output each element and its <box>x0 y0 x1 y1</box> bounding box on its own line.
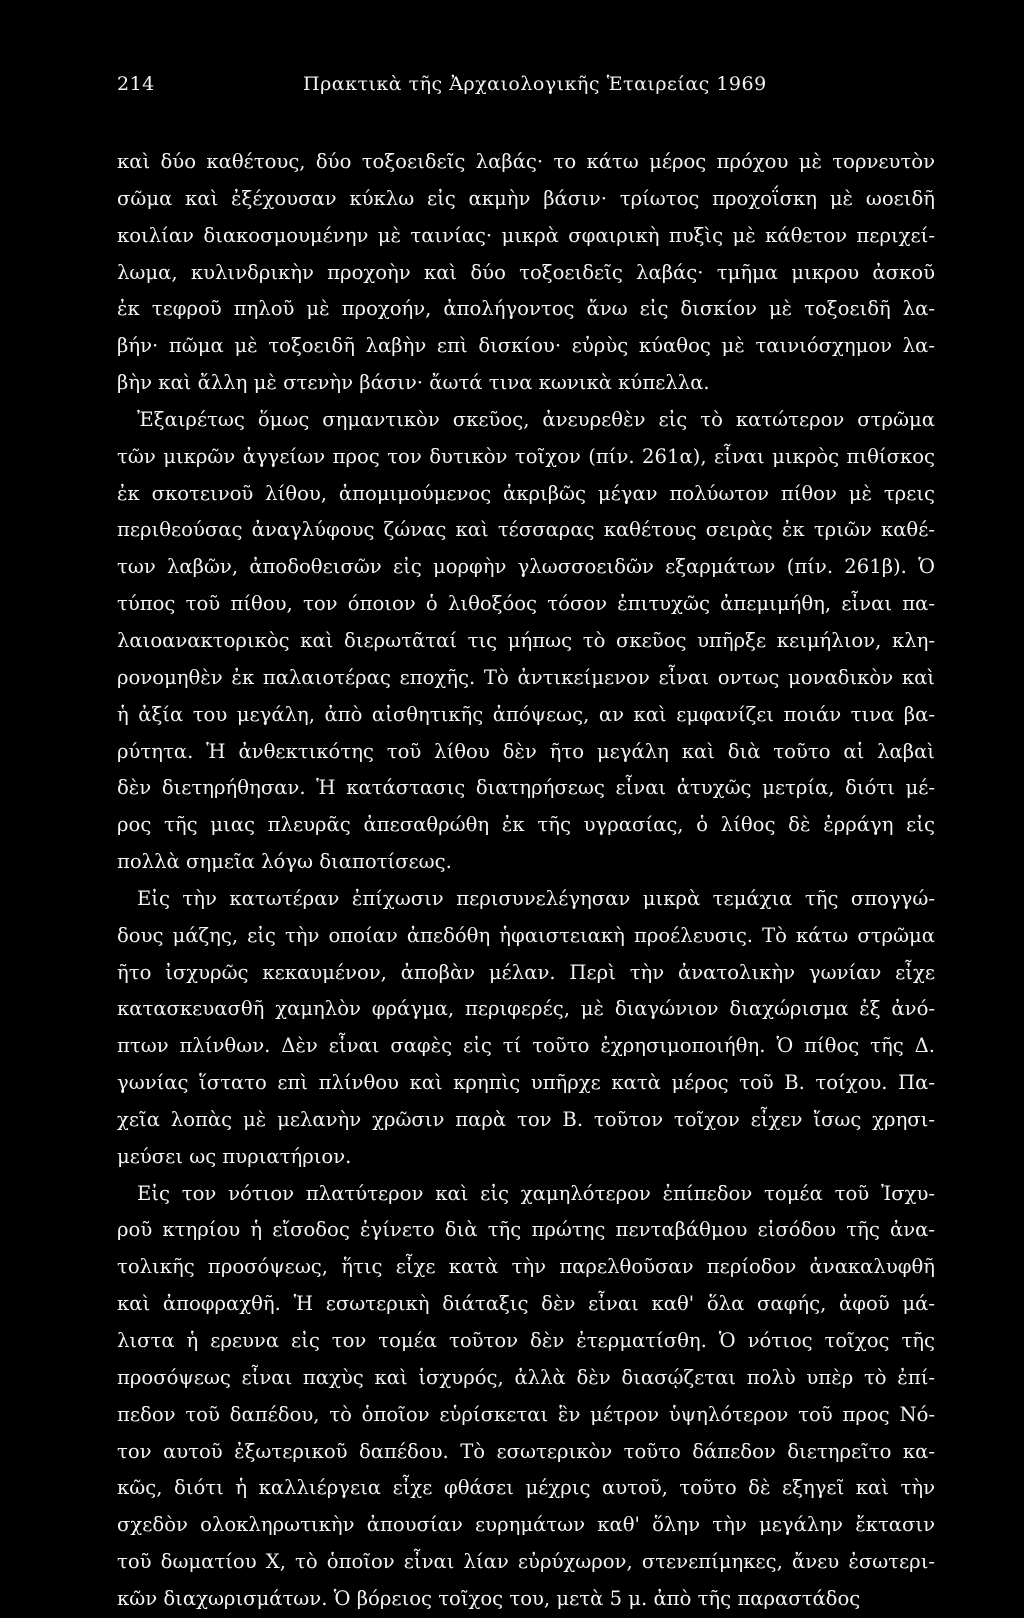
text-line: ἐκ σκοτεινοῦ λίθου, ἀπομιμούμενος ἀκριβῶς μέγαν πολύωτον πίθον μὲ τρεις <box>117 481 935 505</box>
text-line: κῶς, διότι ἡ καλλιέργεια εἶχε φθάσει μέχρις αυτοῦ, τοῦτο δὲ εξηγεῖ καὶ τὴν <box>117 1476 935 1500</box>
text-line: μεύσει ως πυριατήριον. <box>117 1144 352 1168</box>
text-line: βήν· πῶμα μὲ τοξοειδῆ λαβὴν επὶ δισκίου· εὐρὺς κύαθος μὲ ταινιόσχημον λα- <box>117 334 935 358</box>
text-line: λαιοανακτορικὸς καὶ διερωτᾶταί τις μήπως τὸ σκεῦος υπῆρξε κειμήλιον, κλη- <box>117 628 935 652</box>
text-line: πτων πλίνθων. Δὲν εἶναι σαφὲς εἰς τί τοῦτο ἐχρησιμοποιήθη. Ὁ πίθος τῆς Δ. <box>117 1034 935 1058</box>
text-line: ῆτο ἰσχυρῶς κεκαυμένον, ἀποβὰν μέλαν. Περὶ τὴν ἀνατολικὴν γωνίαν εἶχε <box>117 960 935 984</box>
text-line: τοῦ δωματίου Χ, τὸ ὁποῖον εἶναι λίαν εὐρύχωρον, στενεπίμηκες, ἄνευ ἐσωτερι- <box>117 1550 935 1574</box>
text-line: σχεδὸν ολοκληρωτικὴν ἀπουσίαν ευρημάτων καθ' ὅλην τὴν μεγάλην ἔκτασιν <box>117 1513 935 1537</box>
page-number: 214 <box>117 73 155 95</box>
text-line: πεδον τοῦ δαπέδου, τὸ ὁποῖον εὑρίσκεται ἓν μέτρον ὑψηλότερον τοῦ προς Νό- <box>117 1402 935 1426</box>
text-line: κατασκευασθῆ χαμηλὸν φράγμα, περιφερές, μὲ διαγώνιον διαχώρισμα ἐξ ἀνό- <box>117 997 935 1021</box>
text-line: τῶν μικρῶν ἀγγείων προς τον δυτικὸν τοῖχον (πίν. 261α), εἶναι μικρὸς πιθίσκος <box>117 444 935 468</box>
text-line: Εἰς τὴν κατωτέραν ἐπίχωσιν περισυνελέγησαν μικρὰ τεμάχια τῆς σπογγώ- <box>137 886 935 910</box>
text-line: τολικῆς προσόψεως, ἥτις εἶχε κατὰ τὴν παρελθοῦσαν περίοδον ἀνακαλυφθῆ <box>117 1255 935 1279</box>
text-line: πολλὰ σημεῖα λόγω διαποτίσεως. <box>117 850 452 874</box>
text-line: προσόψεως εἶναι παχὺς καὶ ἰσχυρός, ἀλλὰ δὲν διασῴζεται πολὺ υπὲρ τὸ ἐπί- <box>117 1365 935 1389</box>
running-title: Πρακτικὰ τῆς Ἀρχαιολογικῆς Ἑταιρείας 1969 <box>303 73 767 95</box>
text-line: κῶν διαχωρισμάτων. Ὁ βόρειος τοῖχος του, μετὰ 5 μ. ἀπὸ τῆς παραστάδος <box>117 1586 861 1610</box>
text-line: ρος τῆς μιας πλευρᾶς ἀπεσαθρώθη ἐκ τῆς υγρασίας, ὁ λίθος δὲ ἐρράγη εἰς <box>117 813 935 837</box>
text-line: σῶμα καὶ ἐξέχουσαν κύκλω εἰς ακμὴν βάσιν· τρίωτος προχοΐσκη μὲ ωοειδῆ <box>117 186 935 210</box>
text-line: ρονομηθὲν ἐκ παλαιοτέρας εποχῆς. Τὸ ἀντικείμενον εἶναι οντως μοναδικὸν καὶ <box>117 665 935 689</box>
text-line: των λαβῶν, ἀποδοθεισῶν εἰς μορφὴν γλωσσοειδῶν εξαρμάτων (πίν. 261β). Ὁ <box>117 555 935 579</box>
text-line: ἡ ἀξία του μεγάλη, ἀπὸ αἰσθητικῆς ἀπόψεως, αν καὶ εμφανίζει ποιάν τινα βα- <box>117 702 935 726</box>
text-line: γωνίας ἵστατο επὶ πλίνθου καὶ κρηπὶς υπῆρχε κατὰ μέρος τοῦ Β. τοίχου. Πα- <box>117 1071 935 1095</box>
text-line: ροῦ κτηρίου ἡ εἴσοδος ἐγίνετο διὰ τῆς πρώτης πενταβάθμου εἰσόδου τῆς ἀνα- <box>117 1218 935 1242</box>
text-line: τύπος τοῦ πίθου, τον όποιον ὁ λιθοξόος τόσον ἐπιτυχῶς ἀπεμιμήθη, εἶναι πα- <box>117 592 935 616</box>
text-line: Εἰς τον νότιον πλατύτερον καὶ εἰς χαμηλότερον ἐπίπεδον τομέα τοῦ Ἰσχυ- <box>137 1181 935 1205</box>
page-header <box>117 73 937 103</box>
text-line: λιστα ἡ ερευνα εἰς τον τομέα τοῦτον δὲν ἐτερματίσθη. Ὁ νότιος τοῖχος τῆς <box>117 1329 935 1352</box>
text-line: ρύτητα. Ἡ ἀνθεκτικότης τοῦ λίθου δὲν ῆτο μεγάλη καὶ διὰ τοῦτο αἱ λαβαὶ <box>117 739 935 763</box>
text-line: καὶ δύο καθέτους, δύο τοξοειδεῖς λαβάς· το κάτω μέρος πρόχου μὲ τορνευτὸν <box>117 150 935 173</box>
text-line: τον αυτοῦ ἐξωτερικοῦ δαπέδου. Τὸ εσωτερικὸν τοῦτο δάπεδον διετηρεῖτο κα- <box>117 1439 935 1463</box>
text-line: περιθεούσας ἀναγλύφους ζώνας καὶ τέσσαρας καθέτους σειρὰς ἐκ τριῶν καθέ- <box>117 518 935 542</box>
text-line: δὲν διετηρήθησαν. Ἡ κατάστασις διατηρήσεως εἶναι ἀτυχῶς μετρία, διότι μέ- <box>117 776 935 800</box>
text-line: Ἐξαιρέτως ὅμως σημαντικὸν σκεῦος, ἀνευρεθὲν εἰς τὸ κατώτερον στρῶμα <box>137 407 935 431</box>
text-line: κοιλίαν διακοσμουμένην μὲ ταινίας· μικρὰ σφαιρικὴ πυξὶς μὲ κάθετον περιχεί- <box>117 223 935 247</box>
text-line: δους μάζης, εἰς τὴν οποίαν ἀπεδόθη ἡφαιστειακὴ προέλευσις. Τὸ κάτω στρῶμα <box>117 923 935 947</box>
text-line: λωμα, κυλινδρικὴν προχοὴν καὶ δύο τοξοειδεῖς λαβάς· τμῆμα μικρου ἀσκοῦ <box>117 260 935 284</box>
body-text <box>117 144 935 1618</box>
text-line: χεῖα λοπὰς μὲ μελανὴν χρῶσιν παρὰ τον Β. τοῦτον τοῖχον εἶχεν ἴσως χρησι- <box>117 1107 935 1131</box>
text-line: καὶ ἀποφραχθῆ. Ἡ εσωτερικὴ διάταξις δὲν εἶναι καθ' ὅλα σαφής, ἀφοῦ μά- <box>117 1292 935 1316</box>
text-line: βὴν καὶ ἄλλη μὲ στενὴν βάσιν· ἄωτά τινα κωνικὰ κύπελλα. <box>117 371 710 395</box>
text-line: ἐκ τεφροῦ πηλοῦ μὲ προχοήν, ἀπολήγοντος ἄνω εἰς δισκίον μὲ τοξοειδῆ λα- <box>117 297 935 321</box>
